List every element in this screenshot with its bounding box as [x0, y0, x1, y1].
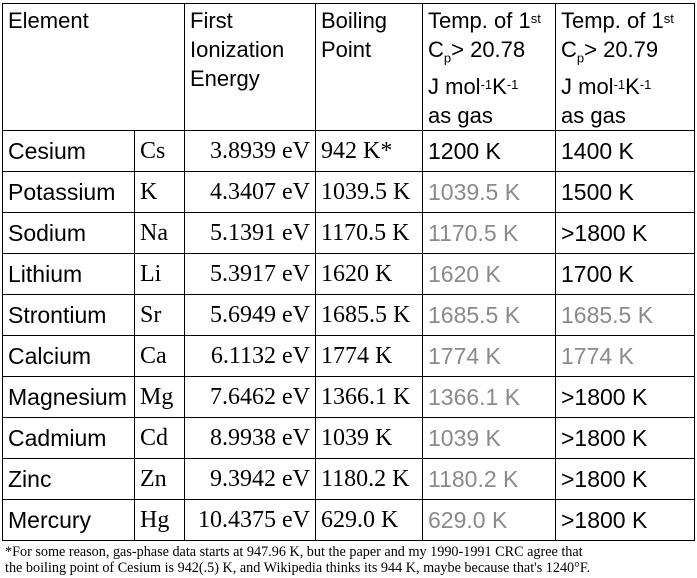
ionization-energy-cell: 5.6949 eV	[185, 295, 316, 336]
temp-20-78-cell: 1774 K	[423, 336, 556, 377]
ionization-energy-cell: 5.3917 eV	[185, 254, 316, 295]
element-symbol-cell: Ca	[135, 336, 185, 377]
ionization-energy-cell: 7.6462 eV	[185, 377, 316, 418]
boiling-point-cell: 942 K*	[316, 131, 423, 172]
element-symbol-cell: Li	[135, 254, 185, 295]
header-ionization: First Ionization Energy	[185, 4, 316, 131]
temp-20-78-cell: 1170.5 K	[423, 213, 556, 254]
table-row	[3, 418, 695, 459]
temp-20-78-cell: 1685.5 K	[423, 295, 556, 336]
temp-20-78-cell: 1366.1 K	[423, 377, 556, 418]
boiling-point-cell: 1685.5 K	[316, 295, 423, 336]
element-name-cell: Potassium	[3, 172, 135, 213]
table-row	[3, 213, 695, 254]
temp-20-78-cell: 629.0 K	[423, 500, 556, 541]
element-name-cell: Lithium	[3, 254, 135, 295]
boiling-point-cell: 1039.5 K	[316, 172, 423, 213]
element-name-cell: Cesium	[3, 131, 135, 172]
element-name-cell: Strontium	[3, 295, 135, 336]
header-row	[3, 4, 695, 131]
element-symbol-cell: Cs	[135, 131, 185, 172]
element-symbol-cell: Sr	[135, 295, 185, 336]
temp-20-79-cell: >1800 K	[556, 459, 695, 500]
element-symbol-cell: Zn	[135, 459, 185, 500]
element-symbol-cell: Cd	[135, 418, 185, 459]
element-name-cell: Mercury	[3, 500, 135, 541]
table-row	[3, 500, 695, 541]
ionization-energy-cell: 5.1391 eV	[185, 213, 316, 254]
ionization-energy-cell: 6.1132 eV	[185, 336, 316, 377]
ionization-energy-cell: 10.4375 eV	[185, 500, 316, 541]
boiling-point-cell: 1170.5 K	[316, 213, 423, 254]
footnote-line: the boiling point of Cesium is 942(.5) K, and Wikipedia thinks its 944 K, maybe because that's 1240°F.	[5, 560, 591, 577]
table-row	[3, 295, 695, 336]
temp-20-79-cell: 1685.5 K	[556, 295, 695, 336]
table-row	[3, 172, 695, 213]
element-name-cell: Magnesium	[3, 377, 135, 418]
temp-20-79-cell: 1774 K	[556, 336, 695, 377]
temp-20-79-cell: 1400 K	[556, 131, 695, 172]
ionization-energy-cell: 9.3942 eV	[185, 459, 316, 500]
footnote-line: *For some reason, gas-phase data starts at 947.96 K, but the paper and my 1990-1991 CRC agree that	[5, 544, 583, 561]
header-temp-20-79: Temp. of 1st $C_p> 20.79$ J $mol^{-1}K^{-1}$ as gas	[556, 4, 695, 131]
temp-20-79-cell: 1500 K	[556, 172, 695, 213]
header-element: Element	[3, 4, 185, 131]
boiling-point-cell: 1366.1 K	[316, 377, 423, 418]
footnote	[5, 544, 697, 576]
element-symbol-cell: Hg	[135, 500, 185, 541]
temp-20-79-cell: >1800 K	[556, 377, 695, 418]
element-table	[2, 3, 695, 541]
boiling-point-cell: 1774 K	[316, 336, 423, 377]
document	[2, 3, 697, 576]
element-symbol-cell: Mg	[135, 377, 185, 418]
temp-20-79-cell: >1800 K	[556, 213, 695, 254]
element-name-cell: Sodium	[3, 213, 135, 254]
temp-20-78-cell: 1039 K	[423, 418, 556, 459]
temp-20-79-cell: 1700 K	[556, 254, 695, 295]
table-row	[3, 336, 695, 377]
temp-20-79-cell: >1800 K	[556, 500, 695, 541]
element-name-cell: Zinc	[3, 459, 135, 500]
header-boiling: Boiling Point	[316, 4, 423, 131]
temp-20-78-cell: 1039.5 K	[423, 172, 556, 213]
ionization-energy-cell: 4.3407 eV	[185, 172, 316, 213]
temp-20-78-cell: 1620 K	[423, 254, 556, 295]
header-temp-20-78: Temp. of 1st $C_p> 20.78$ J $mol^{-1}K^{-1}$ as gas	[423, 4, 556, 131]
element-name-cell: Cadmium	[3, 418, 135, 459]
boiling-point-cell: 629.0 K	[316, 500, 423, 541]
element-symbol-cell: K	[135, 172, 185, 213]
element-name-cell: Calcium	[3, 336, 135, 377]
table-row	[3, 377, 695, 418]
temp-20-78-cell: 1180.2 K	[423, 459, 556, 500]
ionization-energy-cell: 3.8939 eV	[185, 131, 316, 172]
table-row	[3, 131, 695, 172]
table-row	[3, 459, 695, 500]
boiling-point-cell: 1039 K	[316, 418, 423, 459]
temp-20-79-cell: >1800 K	[556, 418, 695, 459]
boiling-point-cell: 1180.2 K	[316, 459, 423, 500]
temp-20-78-cell: 1200 K	[423, 131, 556, 172]
element-symbol-cell: Na	[135, 213, 185, 254]
table-row	[3, 254, 695, 295]
ionization-energy-cell: 8.9938 eV	[185, 418, 316, 459]
boiling-point-cell: 1620 K	[316, 254, 423, 295]
